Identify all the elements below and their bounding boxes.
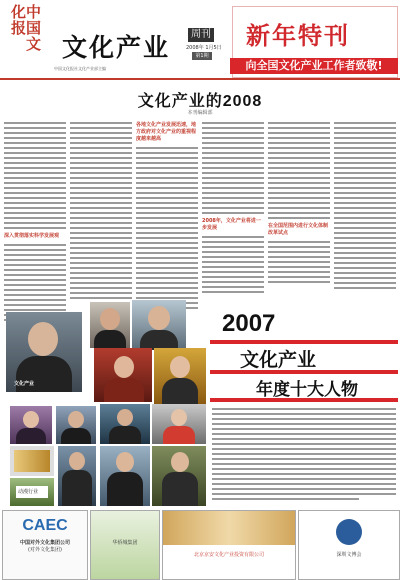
ad-caec-sub: (对外文化集团) [28, 547, 62, 553]
highlight-note-4: 在全国范围内进行文化体制改革试点 [268, 223, 329, 236]
photo-caption-industry: 文化产业 [14, 381, 35, 387]
photo-caption-animation: 动漫行业 [18, 489, 39, 495]
text-column-4 [202, 122, 264, 293]
ad-caec[interactable] [2, 510, 88, 580]
feature-line-1: 文化产业 [240, 350, 317, 371]
feature-divider-1 [210, 340, 398, 344]
highlight-note-3: 2008年，文化产业将进一步发展 [202, 218, 261, 231]
newspaper-logo: 中国文化报 [9, 4, 42, 52]
ad-2[interactable] [90, 510, 160, 580]
ad-caec-name: 中国对外文化集团公司 [19, 540, 70, 546]
issue-date: 2008年 1月5日 [186, 45, 222, 51]
text-column-1 [4, 122, 66, 321]
portrait-photo-10 [58, 446, 96, 506]
headline: 文化产业的2008 [137, 93, 263, 110]
portrait-photo-7 [56, 406, 96, 444]
feature-text [212, 408, 396, 500]
ad-4[interactable] [298, 510, 400, 580]
highlight-note-1: 深入贯彻落实科学发展观 [4, 233, 60, 239]
text-column-5 [268, 122, 330, 283]
ad-4-name: 深圳文博会 [336, 552, 362, 558]
ad-3-name: 北京京安文化产业投资有限公司 [193, 552, 264, 558]
special-edition-title: 新年特刊 [246, 21, 350, 50]
portrait-photo-12 [152, 446, 206, 506]
portrait-photo-4 [94, 348, 152, 402]
section-title: 文化产业 [62, 33, 171, 62]
issue-number: 第1期 [192, 52, 212, 60]
ad-caec-logo: CAEC [22, 517, 68, 534]
ad-3[interactable] [162, 510, 296, 580]
portrait-photo-3 [132, 300, 186, 350]
text-column-3 [136, 122, 198, 309]
byline: 本刊编辑部 [187, 110, 213, 116]
text-column-2 [70, 122, 132, 299]
portrait-photo-2 [90, 302, 130, 348]
weekly-badge: 周刊 [188, 28, 214, 42]
masthead-subline: 中国文化报社文化产业部主编 [54, 66, 106, 71]
portrait-photo-8 [100, 404, 150, 444]
highlight-note-2: 各地文化产业发展迅速，地方政府对文化产业的重视程度越来越高 [136, 122, 197, 142]
feature-year: 2007 [222, 310, 276, 337]
portrait-photo-11 [100, 446, 150, 506]
event-photo-1 [10, 446, 54, 476]
portrait-photo-6 [10, 406, 52, 444]
text-column-6 [334, 122, 396, 289]
portrait-photo-9 [152, 404, 206, 444]
ad-2-name: 华侨城集团 [112, 540, 138, 546]
feature-line-2: 年度十大人物 [256, 380, 358, 399]
portrait-photo-5 [154, 348, 206, 404]
salute-banner: 向全国文化产业工作者致敬! [230, 58, 398, 74]
